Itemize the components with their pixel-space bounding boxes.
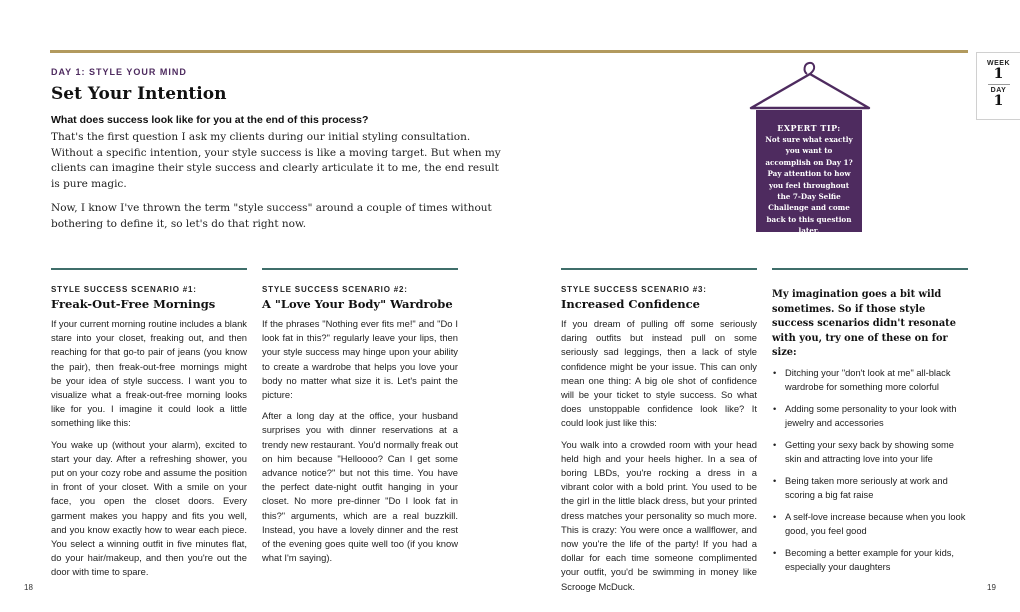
day-number: 1 [993,93,1004,109]
week-number: 1 [993,66,1004,82]
day-label: DAY [990,87,1007,94]
column-rule-1 [51,268,247,270]
hanger-icon [745,56,875,116]
bullet-icon: • [773,511,777,522]
scenario-label: STYLE SUCCESS SCENARIO #2: [262,285,408,294]
list-item [772,510,968,538]
list-item [772,474,968,502]
bullet-icon: • [773,439,777,450]
list-item-text: Becoming a better example for your kids, especially your daughters [785,547,954,572]
expert-tip-body: Not sure what exactly you want to accomplish on Day 1? Pay attention to how you feel throughout the 7-Day Selfie Challenge and come back to this question later. [765,135,853,236]
list-item [772,438,968,466]
alternatives-intro: My imagination goes a bit wild sometimes. So if those style success scenarios didn't resonate with you, try one of these on for size: [772,289,956,359]
scenario-title: Freak-Out-Free Mornings [51,297,216,311]
list-item [772,402,968,430]
scenario-paragraph: If you dream of pulling off some seriously daring outfits but instead pull on some seriously sad leggings, then a lack of style confidence might be your issue. This can only mean one thing: A big ole shot of confidence will be your ticket to style success. So what does unstoppable confidence look like? It could look just like this: [561,318,757,429]
day-kicker: DAY 1: STYLE YOUR MIND [51,67,187,77]
scenario-paragraph: If your current morning routine includes a blank stare into your closet, freaking out, and then reaching for that go-to pair of jeans (you know the pair), then freak-out-free mornings might be your idea of style success. I want you to visualize what a freak-out-free morning looks like for you. I imagine it could look a little something like this: [51,318,247,429]
expert-tip-title: EXPERT TIP: [777,123,841,133]
scenario-column-2 [262,285,458,572]
tab-divider [988,84,1010,85]
week-label: WEEK [987,60,1010,67]
list-item [772,366,968,394]
top-gold-rule [50,50,968,53]
list-item [772,546,968,574]
scenario-title: Increased Confidence [561,297,700,311]
intro-paragraph-1: That's the first question I ask my clients during our initial styling consultation. Without a specific intention, your style success is like a moving target. But when my clients can imagine their style success and clearly articulate it to me, the end result is pure magic. [51,131,501,190]
list-item-text: Getting your sexy back by showing some skin and attracting love into your life [785,439,954,464]
scenario-paragraph: You wake up (without your alarm), excited to start your day. After a refreshing shower, you put on your cozy robe and assume the position in front of your closet. With a smile on your face, you open the closet doors. Every garment makes you happy and fits you well, and you know exactly how to wear each piece. You select a winning outfit in five minutes flat, do your hair/makeup, and then you're out the door with time to spare. [51,438,247,578]
scenario-label: STYLE SUCCESS SCENARIO #1: [51,285,197,294]
list-item-text: Ditching your "don't look at me" all-black wardrobe for something more colorful [785,367,951,392]
scenario-column-3 [561,285,757,601]
bullet-icon: • [773,475,777,486]
bullet-icon: • [773,403,777,414]
bullet-icon: • [773,547,777,558]
list-item-text: A self-love increase because when you look good, you feel good [785,511,966,536]
expert-tip-card [756,110,862,236]
page-number-left: 18 [24,583,33,592]
scenario-title: A "Love Your Body" Wardrobe [262,297,453,311]
bullet-icon: • [773,367,777,378]
page-number-right: 19 [987,583,996,592]
scenario-paragraph: You walk into a crowded room with your head held high and your heels higher. In a sea of boring LBDs, you're rocking a dress in a vibrant color with a bold print. You used to be the girl in the little black dress, but your printed dress matches your personality so much more. This is crazy: You were once a wallflower, and now you're the life of the party! If you had a dollar for each time someone complimented your outfit, you'd be swimming in money like Scrooge McDuck. [561,438,757,592]
scenario-label: STYLE SUCCESS SCENARIO #3: [561,285,707,294]
scenario-column-1 [51,285,247,587]
page-title: Set Your Intention [51,84,227,104]
alternatives-list [772,366,968,574]
list-item-text: Adding some personality to your look with jewelry and accessories [785,403,957,428]
scenario-paragraph: After a long day at the office, your husband surprises you with dinner reservations at a trendy new restaurant. You'd normally freak out on him because "Helloooo? Can I get some advance notice?" but not this time. You have the perfect date-night outfit hanging in your closet. No more pre-dinner "Do I look fat in this?" arguments, which are a real buzzkill. Instead, you have a lovely dinner and the rest of the evening goes quite well too (if you know what I'm saying). [262,410,458,564]
scenario-paragraph: If the phrases "Nothing ever fits me!" and "Do I look fat in this?" regularly leave your lips, then your style success may hinge upon your ability to create a wardrobe that helps you love your body no matter what size it is. Let's paint the picture: [262,318,458,401]
alternatives-column [772,285,968,582]
column-rule-3 [561,268,757,270]
week-day-tab [976,52,1020,120]
intro-question: What does success look like for you at the end of this process? [51,114,369,126]
intro-paragraph-2: Now, I know I've thrown the term "style success" around a couple of times without bothering to define it, so let's do that right now. [51,202,492,230]
column-rule-2 [262,268,458,270]
list-item-text: Being taken more seriously at work and scoring a big fat raise [785,475,948,500]
column-rule-4 [772,268,968,270]
